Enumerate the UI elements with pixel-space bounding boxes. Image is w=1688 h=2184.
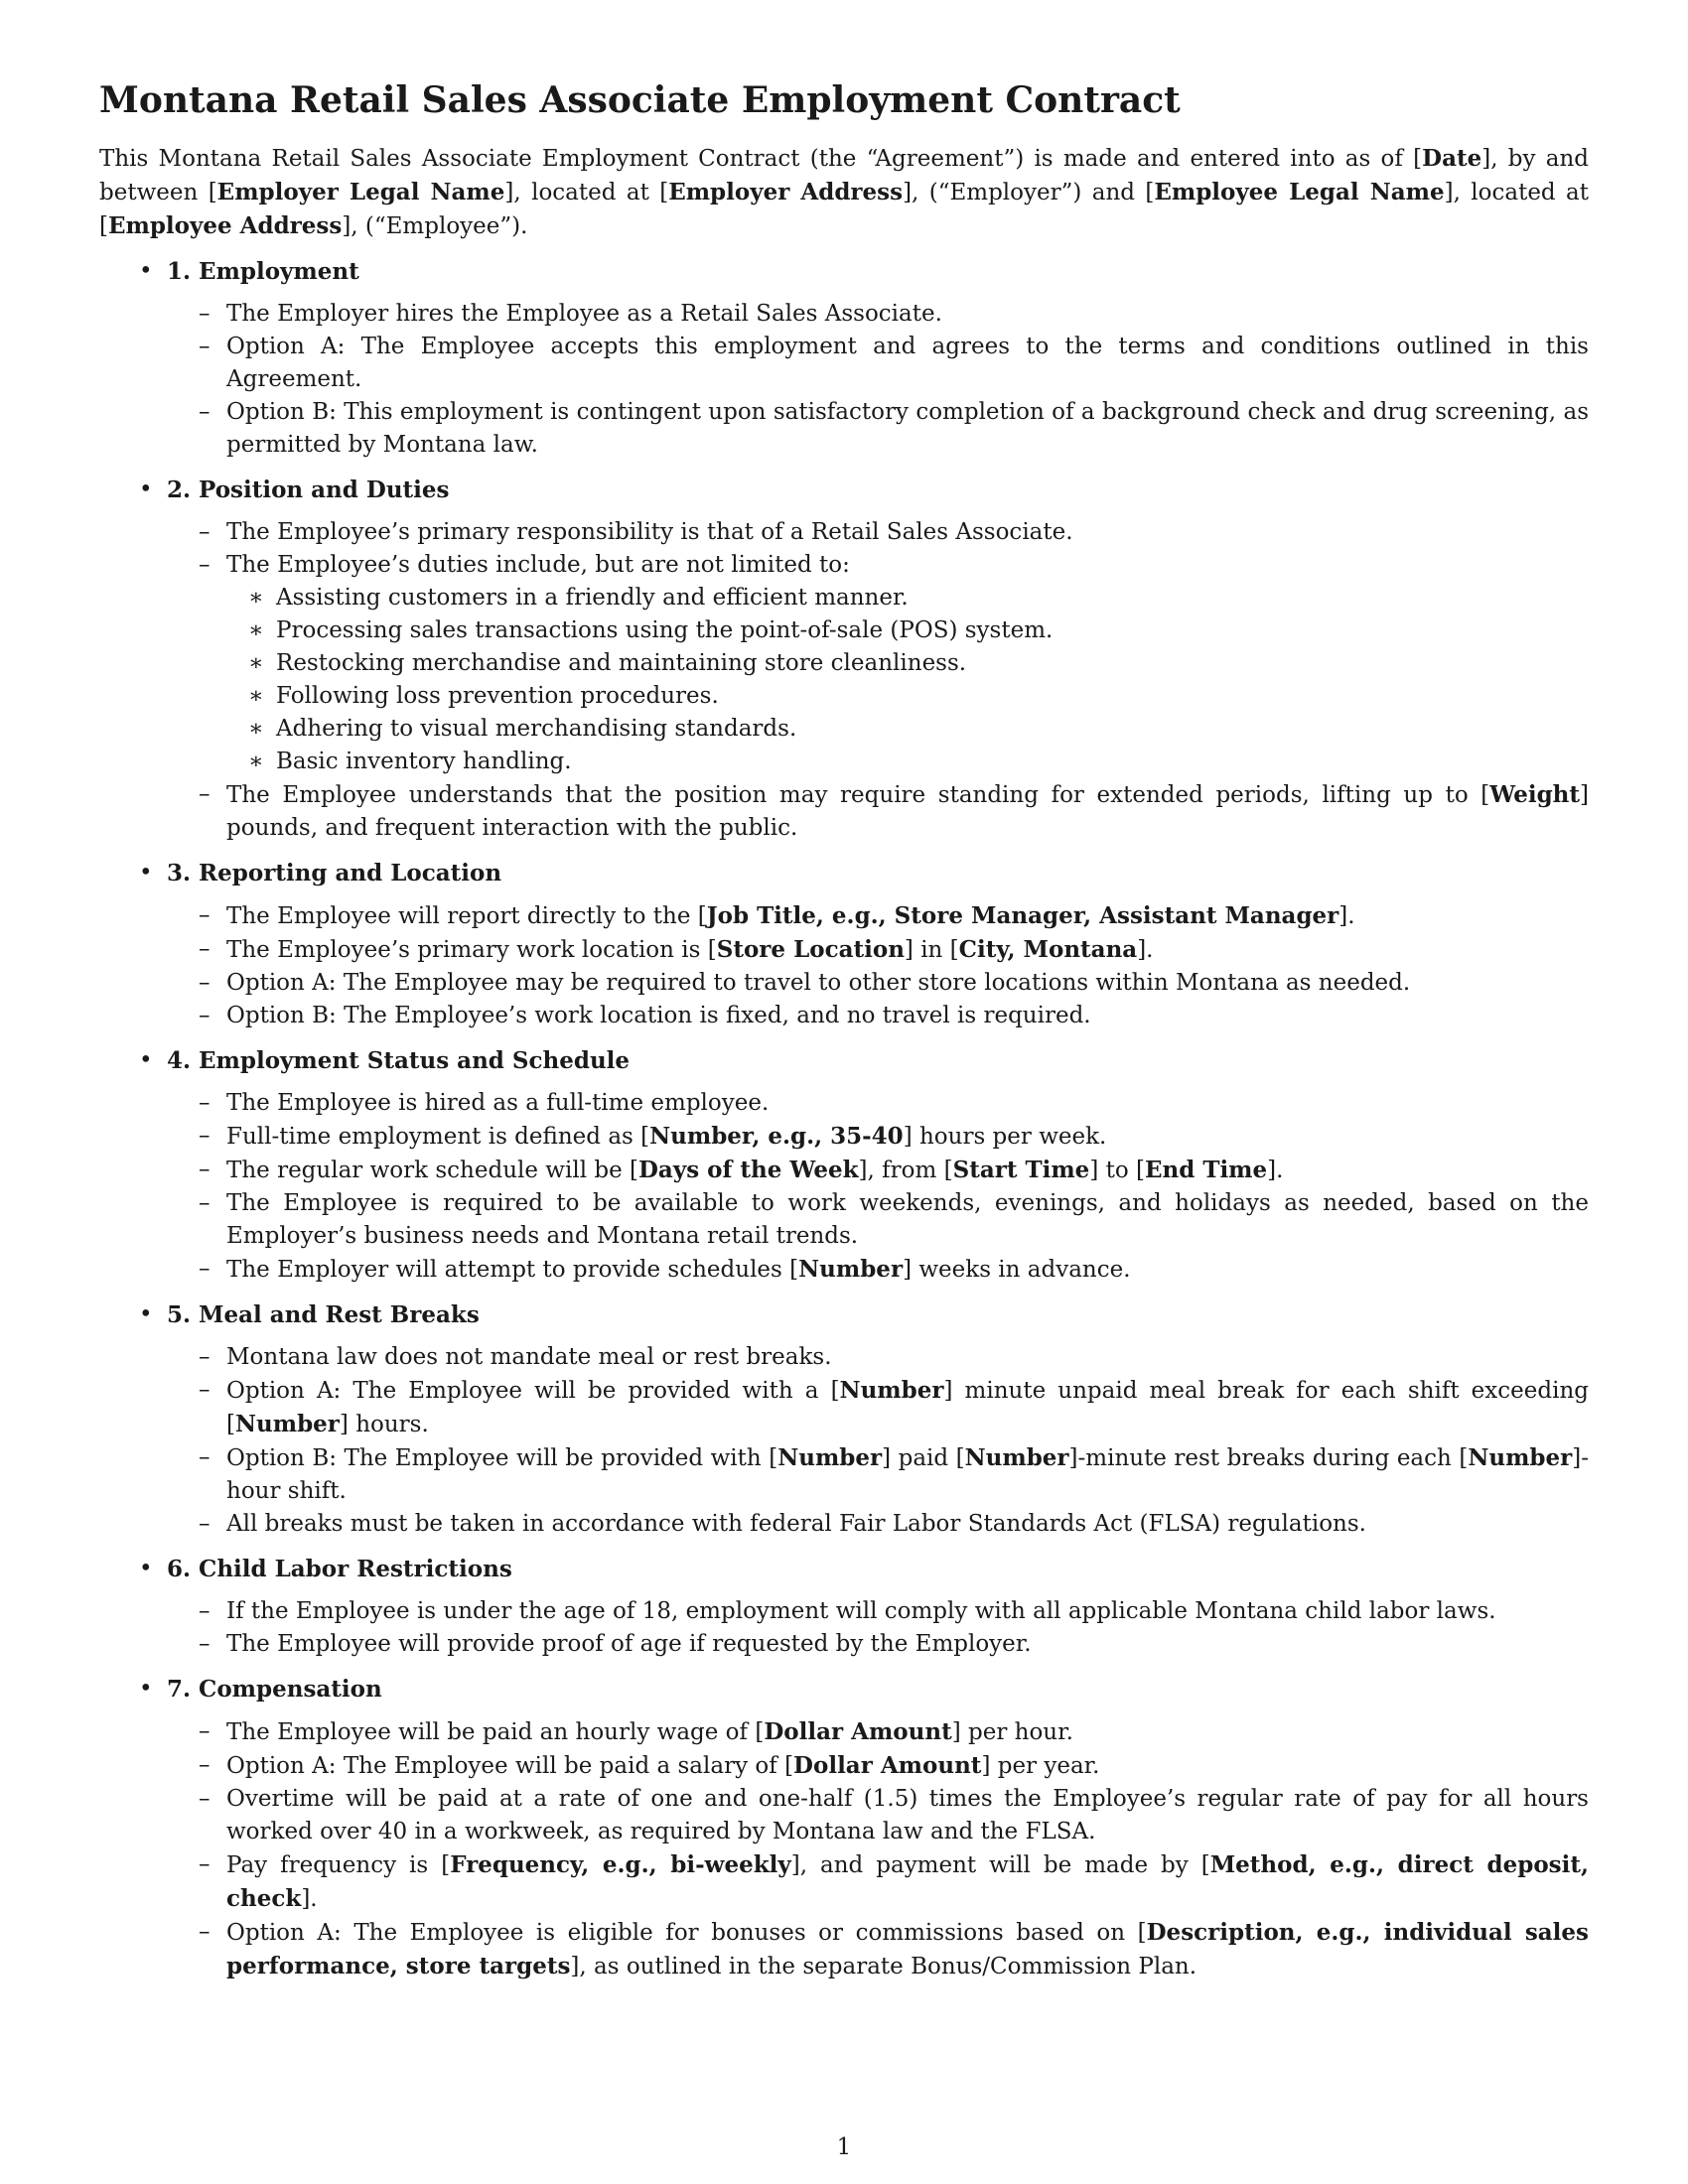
text-segment: Montana law does not mandate meal or rest breaks.	[226, 1344, 832, 1371]
dash-icon: –	[199, 1377, 211, 1404]
document-page	[99, 79, 1589, 1983]
dash-icon: –	[199, 1123, 211, 1150]
bullet-icon: •	[139, 860, 153, 887]
list-item	[167, 1715, 1589, 1749]
list-item	[167, 1848, 1589, 1916]
placeholder-field: Employer Legal Name	[216, 179, 505, 206]
placeholder-field: Number	[839, 1377, 944, 1405]
dash-icon: –	[199, 1256, 211, 1283]
list-item	[167, 549, 1589, 778]
list-item	[167, 1341, 1589, 1374]
text-segment: ] in [	[904, 937, 959, 964]
text-segment: The Employee is required to be available to work weekends, evenings, and holidays as needed, based on the Employer’s business needs and Montana retail trends.	[226, 1190, 1589, 1250]
placeholder-field: Number, e.g., 35-40	[649, 1123, 904, 1151]
list-item	[167, 967, 1589, 1000]
list-item	[167, 298, 1589, 331]
placeholder-field: Number	[234, 1411, 340, 1438]
text-segment: ], located at [	[99, 180, 1589, 240]
contract-section	[99, 474, 1589, 845]
list-item	[167, 1000, 1589, 1032]
sub-item-text: Adhering to visual merchandising standards.	[276, 716, 797, 743]
list-item	[167, 1187, 1589, 1253]
text-segment: ] to [	[1089, 1158, 1145, 1184]
bullet-icon: •	[139, 477, 153, 503]
placeholder-field: Job Title, e.g., Store Manager, Assistant Manager	[706, 902, 1339, 930]
text-segment: ], as outlined in the separate Bonus/Commission Plan.	[570, 1954, 1197, 1980]
section-heading: 5. Meal and Rest Breaks	[167, 1301, 480, 1329]
sub-item-text: Following loss prevention procedures.	[276, 683, 719, 710]
text-segment: ], (“Employer”) and [	[903, 180, 1155, 206]
placeholder-field: Number	[964, 1444, 1069, 1472]
placeholder-field: Dollar Amount	[764, 1718, 952, 1746]
text-segment: Option A: The Employee will be paid a salary of [	[226, 1753, 794, 1780]
text-segment: Option A: The Employee accepts this employment and agrees to the terms and conditions outlined in this Agreement.	[226, 334, 1589, 393]
placeholder-field: End Time	[1144, 1157, 1268, 1184]
placeholder-field: Employee Address	[107, 212, 343, 240]
asterisk-icon: ∗	[248, 585, 264, 612]
text-segment: ] hours.	[339, 1412, 429, 1438]
sub-list-item	[226, 680, 1589, 713]
section-items	[167, 1715, 1589, 1983]
text-segment: Option A: The Employee is eligible for bonuses or commissions based on [	[226, 1920, 1147, 1947]
text-segment: ] minute unpaid meal break for each shift exceeding [	[226, 1378, 1589, 1438]
placeholder-field: Description, e.g., individual sales performance, store targets	[226, 1919, 1590, 1980]
bullet-icon: •	[139, 1047, 153, 1074]
list-item	[167, 1508, 1589, 1541]
text-segment: ], by and between [	[99, 146, 1589, 206]
text-segment: The Employer hires the Employee as a Retail Sales Associate.	[226, 301, 942, 328]
placeholder-field: Date	[1422, 145, 1482, 173]
section-items	[167, 516, 1589, 845]
dash-icon: –	[199, 552, 211, 579]
dash-icon: –	[199, 1631, 211, 1658]
bullet-icon: •	[139, 1676, 153, 1703]
section-items	[167, 899, 1589, 1032]
text-segment: Overtime will be paid at a rate of one and one-half (1.5) times the Employee’s regular rate of pay for all hours worked over 40 in a workweek, as required by Montana law and the FLSA.	[226, 1786, 1589, 1845]
list-item	[167, 1595, 1589, 1628]
list-item	[167, 1374, 1589, 1441]
list-item	[167, 396, 1589, 462]
dash-icon: –	[199, 1786, 211, 1813]
dash-icon: –	[199, 519, 211, 546]
contract-section	[99, 1673, 1589, 1983]
section-items	[167, 1595, 1589, 1661]
text-segment: The Employee’s primary responsibility is that of a Retail Sales Associate.	[226, 519, 1073, 546]
text-segment: Option A: The Employee will be provided with a [	[226, 1378, 840, 1405]
contract-section	[99, 1553, 1589, 1661]
text-segment: ], located at [	[504, 180, 669, 206]
list-item	[167, 1154, 1589, 1187]
text-segment: The Employee will be paid an hourly wage of [	[226, 1719, 765, 1746]
dash-icon: –	[199, 1444, 211, 1471]
list-item	[167, 516, 1589, 549]
placeholder-field: Store Location	[716, 936, 905, 964]
asterisk-icon: ∗	[248, 617, 264, 644]
text-segment: ].	[1267, 1158, 1284, 1184]
list-item	[167, 331, 1589, 396]
sub-list-item	[226, 614, 1589, 647]
dash-icon: –	[199, 1344, 211, 1371]
contract-section	[99, 1298, 1589, 1541]
text-segment: ] pounds, and frequent interaction with the public.	[226, 782, 1589, 842]
bullet-icon: •	[139, 1556, 153, 1582]
text-segment: Option B: The Employee will be provided with [	[226, 1445, 778, 1472]
text-segment: ] hours per week.	[903, 1124, 1107, 1151]
dash-icon: –	[199, 970, 211, 997]
sub-list-item	[226, 713, 1589, 746]
text-segment: ].	[1137, 937, 1154, 964]
placeholder-field: Frequency, e.g., bi-weekly	[450, 1851, 791, 1879]
text-segment: ] per hour.	[951, 1719, 1073, 1746]
bullet-icon: •	[139, 258, 153, 285]
placeholder-field: Weight	[1489, 781, 1581, 809]
placeholder-field: City, Montana	[958, 936, 1138, 964]
section-items	[167, 1087, 1589, 1287]
text-segment: ].	[301, 1886, 318, 1913]
dash-icon: –	[199, 1851, 211, 1878]
placeholder-field: Method, e.g., direct deposit, check	[226, 1851, 1589, 1913]
list-item	[167, 933, 1589, 967]
intro-paragraph	[99, 142, 1589, 243]
text-segment: The regular work schedule will be [	[226, 1158, 638, 1184]
contract-section	[99, 1044, 1589, 1287]
list-item	[167, 1628, 1589, 1661]
dash-icon: –	[199, 1919, 211, 1946]
dash-icon: –	[199, 301, 211, 328]
dash-icon: –	[199, 781, 211, 808]
contract-section	[99, 857, 1589, 1032]
text-segment: ], (“Employee”).	[342, 213, 528, 240]
section-items	[167, 298, 1589, 462]
dash-icon: –	[199, 902, 211, 929]
sub-item-text: Basic inventory handling.	[276, 749, 572, 775]
text-segment: If the Employee is under the age of 18, employment will comply with all applicable Montana child labor laws.	[226, 1598, 1496, 1625]
placeholder-field: Number	[798, 1256, 904, 1284]
sub-list-item	[226, 582, 1589, 614]
text-segment: ]-minute rest breaks during each [	[1068, 1445, 1469, 1472]
dash-icon: –	[199, 1157, 211, 1183]
text-segment: ], and payment will be made by [	[790, 1852, 1210, 1879]
text-segment: ].	[1338, 903, 1355, 930]
page-number: 1	[836, 2134, 852, 2160]
dash-icon: –	[199, 936, 211, 963]
text-segment: The Employee understands that the position may require standing for extended periods, lifting up to [	[226, 782, 1490, 809]
text-segment: All breaks must be taken in accordance with federal Fair Labor Standards Act (FLSA) regulations.	[226, 1511, 1366, 1538]
section-items	[167, 1341, 1589, 1541]
list-item	[167, 1253, 1589, 1287]
list-item	[167, 1916, 1589, 1983]
section-heading: 7. Compensation	[167, 1676, 382, 1704]
contract-section	[99, 255, 1589, 462]
placeholder-field: Number	[1468, 1444, 1573, 1472]
text-segment: Full-time employment is defined as [	[226, 1124, 650, 1151]
placeholder-field: Employee Legal Name	[1154, 179, 1445, 206]
dash-icon: –	[199, 1090, 211, 1117]
text-segment: Pay frequency is [	[226, 1852, 451, 1879]
text-segment: The Employee’s primary work location is [	[226, 937, 717, 964]
section-heading: 6. Child Labor Restrictions	[167, 1556, 512, 1583]
placeholder-field: Employer Address	[668, 179, 904, 206]
sections-list	[99, 255, 1589, 1983]
dash-icon: –	[199, 334, 211, 360]
placeholder-field: Dollar Amount	[793, 1752, 982, 1780]
dash-icon: –	[199, 1752, 211, 1779]
sub-list-item	[226, 647, 1589, 680]
text-segment: The Employee’s duties include, but are not limited to:	[226, 552, 850, 579]
placeholder-field: Number	[777, 1444, 883, 1472]
list-item	[167, 1120, 1589, 1154]
section-heading: 1. Employment	[167, 258, 359, 286]
sub-items	[226, 582, 1589, 778]
list-item	[167, 1749, 1589, 1783]
text-segment: ], from [	[858, 1158, 953, 1184]
text-segment: The Employee is hired as a full-time employee.	[226, 1090, 770, 1117]
text-segment: The Employee will provide proof of age if requested by the Employer.	[226, 1631, 1032, 1658]
text-segment: ] weeks in advance.	[903, 1257, 1131, 1284]
sub-item-text: Restocking merchandise and maintaining store cleanliness.	[276, 650, 967, 677]
dash-icon: –	[199, 1190, 211, 1217]
list-item	[167, 1441, 1589, 1508]
list-item	[167, 1783, 1589, 1848]
section-heading: 2. Position and Duties	[167, 477, 450, 504]
list-item	[167, 899, 1589, 933]
text-segment: This Montana Retail Sales Associate Employment Contract (the “Agreement”) is made and entered into as of [	[99, 146, 1423, 173]
section-heading: 4. Employment Status and Schedule	[167, 1047, 631, 1075]
text-segment: ]-hour shift.	[226, 1445, 1589, 1505]
text-segment: The Employee will report directly to the [	[226, 903, 707, 930]
dash-icon: –	[199, 1718, 211, 1745]
document-title: Montana Retail Sales Associate Employment Contract	[99, 79, 1181, 121]
text-segment: The Employer will attempt to provide schedules [	[226, 1257, 799, 1284]
asterisk-icon: ∗	[248, 749, 264, 775]
placeholder-field: Days of the Week	[637, 1157, 859, 1184]
section-heading: 3. Reporting and Location	[167, 860, 502, 887]
bullet-icon: •	[139, 1301, 153, 1328]
list-item	[167, 1087, 1589, 1120]
sub-item-text: Processing sales transactions using the point-of-sale (POS) system.	[276, 617, 1054, 644]
dash-icon: –	[199, 1511, 211, 1538]
asterisk-icon: ∗	[248, 683, 264, 710]
asterisk-icon: ∗	[248, 650, 264, 677]
dash-icon: –	[199, 1598, 211, 1625]
list-item	[167, 778, 1589, 845]
text-segment: ] per year.	[981, 1753, 1100, 1780]
text-segment: Option B: This employment is contingent upon satisfactory completion of a background check and drug screening, as permitted by Montana law.	[226, 399, 1589, 459]
asterisk-icon: ∗	[248, 716, 264, 743]
text-segment: Option B: The Employee’s work location is fixed, and no travel is required.	[226, 1003, 1091, 1029]
text-segment: ] paid [	[882, 1445, 965, 1472]
text-segment: Option A: The Employee may be required to travel to other store locations within Montana as needed.	[226, 970, 1411, 997]
sub-item-text: Assisting customers in a friendly and efficient manner.	[276, 585, 909, 612]
sub-list-item	[226, 746, 1589, 778]
dash-icon: –	[199, 399, 211, 426]
dash-icon: –	[199, 1003, 211, 1029]
placeholder-field: Start Time	[952, 1157, 1090, 1184]
